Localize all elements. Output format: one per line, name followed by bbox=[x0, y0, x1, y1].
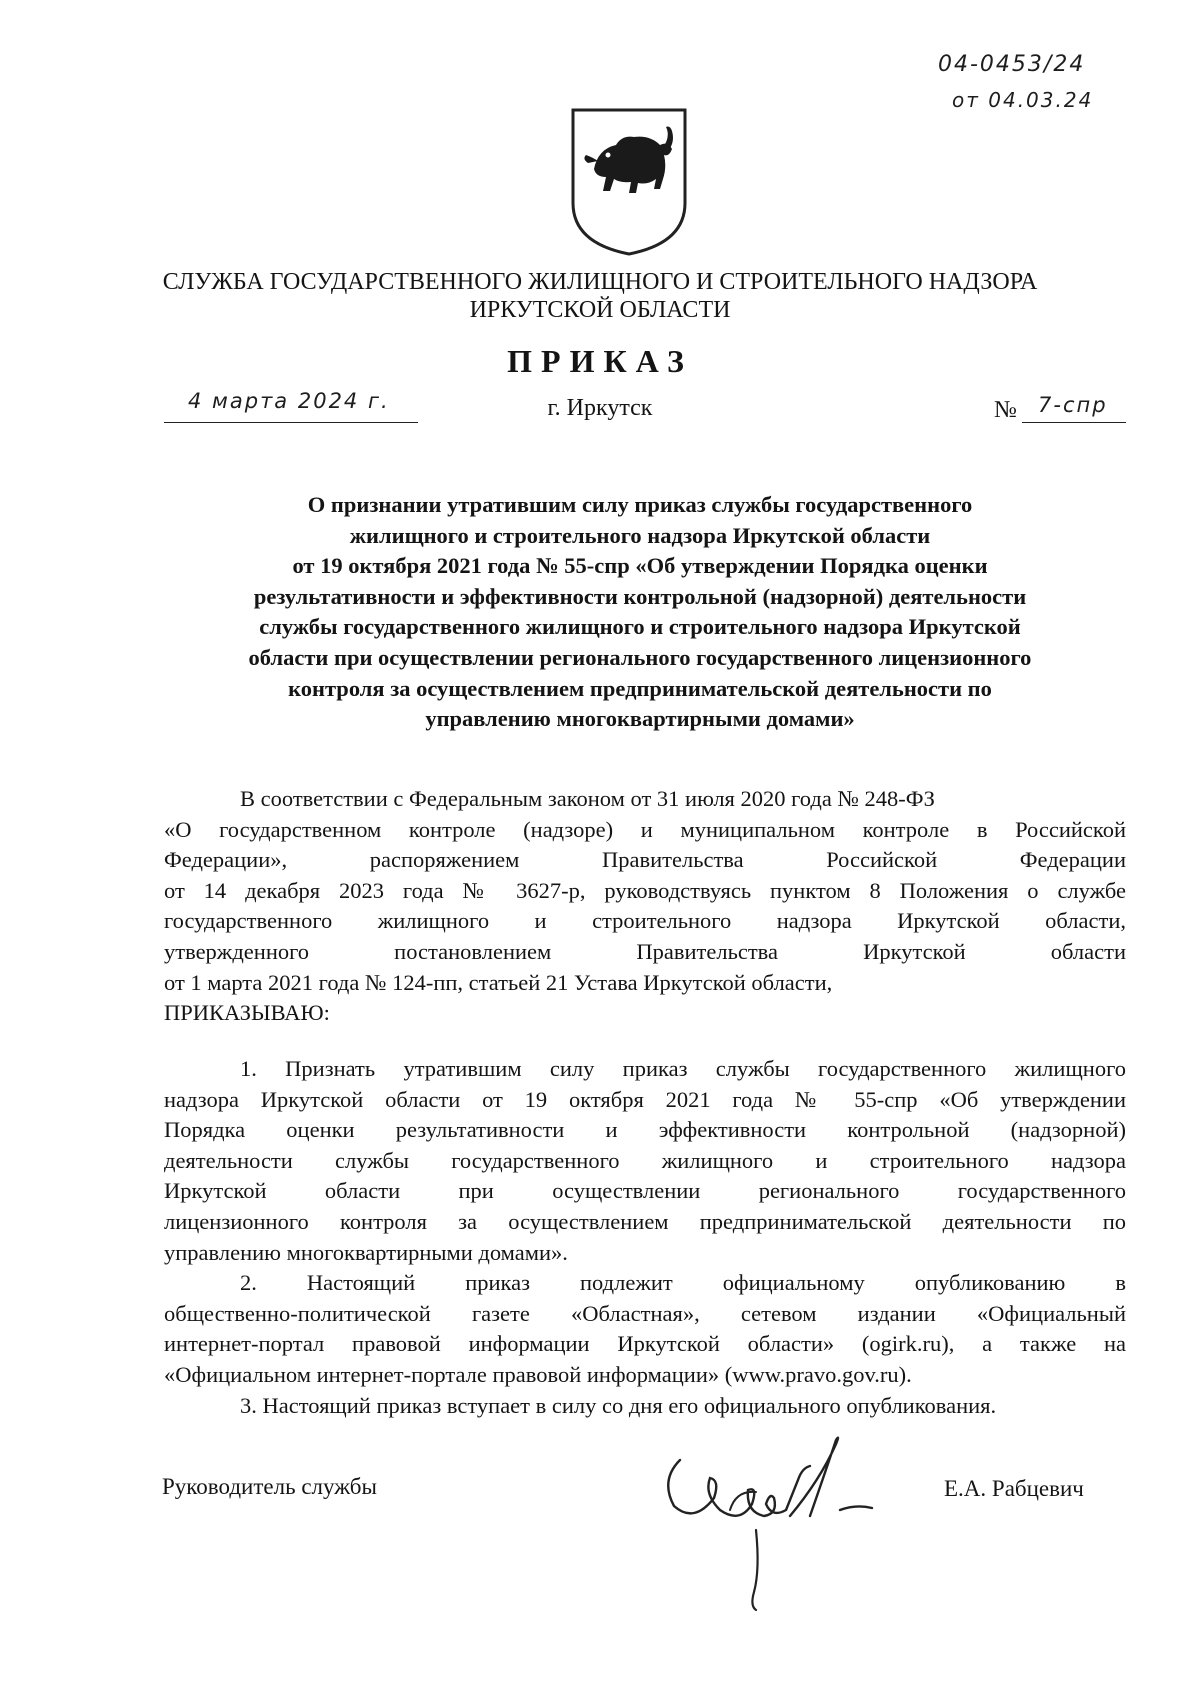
document-type: ПРИКАЗ bbox=[507, 343, 693, 379]
city: г. Иркутск bbox=[547, 395, 653, 421]
order-item-1 bbox=[164, 1054, 1126, 1268]
document-number: 7-спр bbox=[1038, 393, 1108, 417]
item1-line: управлению многоквартирными домами». bbox=[164, 1239, 568, 1265]
registration-number: 04-0453/24 bbox=[938, 52, 1086, 77]
item1-line: Порядка оценки результативности и эффективности контрольной (надзорной) bbox=[164, 1117, 1126, 1143]
item2-line: общественно-политической газете «Областная», сетевом издании «Официальный bbox=[164, 1300, 1126, 1326]
basis-line: В соответствии с Федеральным законом от 31 июля 2020 года № 248-ФЗ bbox=[240, 786, 935, 811]
title-line: О признании утратившим силу приказ службы государственного bbox=[307, 492, 973, 517]
organization-name-line-1: СЛУЖБА ГОСУДАРСТВЕННОГО ЖИЛИЩНОГО И СТРОИТЕЛЬНОГО НАДЗОРА bbox=[162, 269, 1038, 295]
item1-line: Иркутской области при осуществлении регионального государственного bbox=[164, 1178, 1126, 1204]
document-date: 4 марта 2024 г. bbox=[188, 389, 390, 413]
item2-line: «Официальном интернет-портале правовой информации» (www.pravo.gov.ru). bbox=[164, 1361, 912, 1387]
number-field bbox=[1022, 393, 1126, 423]
basis-line: «О государственном контроле (надзоре) и муниципальном контроле в Российской bbox=[164, 816, 1126, 842]
item1-line: деятельности службы государственного жилищного и строительного надзора bbox=[164, 1147, 1126, 1173]
basis-line: Федерации», распоряжением Правительства Российской Федерации bbox=[164, 847, 1126, 873]
order-item-3 bbox=[164, 1391, 1126, 1422]
title-line: области при осуществлении регионального государственного лицензионного bbox=[248, 644, 1032, 670]
title-line: службы государственного жилищного и строительного надзора Иркутской bbox=[259, 614, 1021, 640]
registration-date: от 04.03.24 bbox=[952, 88, 1094, 112]
basis-line: утвержденного постановлением Правительства Иркутской области bbox=[164, 938, 1126, 964]
title-line: результативности и эффективности контрольной (надзорной) деятельности bbox=[253, 583, 1027, 609]
order-word: ПРИКАЗЫВАЮ: bbox=[164, 1000, 330, 1026]
basis-line: государственного жилищного и строительного надзора Иркутской области, bbox=[164, 908, 1126, 934]
item2-line: интернет-портал правовой информации Иркутской области» (ogirk.ru), а также на bbox=[164, 1331, 1126, 1357]
number-sign: № bbox=[994, 397, 1017, 423]
signer-name: Е.А. Рабцевич bbox=[944, 1476, 1084, 1501]
signer-position: Руководитель службы bbox=[162, 1474, 377, 1499]
basis-paragraph bbox=[164, 784, 1126, 1029]
item1-line: 1. Признать утратившим силу приказ службы государственного жилищного bbox=[240, 1056, 1126, 1081]
coat-of-arms-icon bbox=[568, 105, 690, 258]
item3-line: 3. Настоящий приказ вступает в силу со дня его официального опубликования. bbox=[240, 1393, 997, 1418]
title-line: управлению многоквартирными домами» bbox=[425, 706, 855, 732]
handwritten-signature-icon bbox=[660, 1420, 920, 1620]
title-line: жилищного и строительного надзора Иркутской области bbox=[349, 522, 931, 548]
basis-line: от 14 декабря 2023 года № 3627-р, руководствуясь пунктом 8 Положения о службе bbox=[164, 877, 1126, 903]
document-title bbox=[170, 490, 1110, 735]
basis-line: от 1 марта 2021 года № 124-пп, статьей 21 Устава Иркутской области, bbox=[164, 969, 833, 995]
organization-name-line-2: ИРКУТСКОЙ ОБЛАСТИ bbox=[469, 297, 731, 323]
item2-line: 2. Настоящий приказ подлежит официальному опубликованию в bbox=[240, 1270, 1126, 1295]
item1-line: лицензионного контроля за осуществлением предпринимательской деятельности по bbox=[164, 1208, 1126, 1234]
title-line: от 19 октября 2021 года № 55-спр «Об утверждении Порядка оценки bbox=[292, 553, 988, 579]
item1-line: надзора Иркутской области от 19 октября 2021 года № 55-спр «Об утверждении bbox=[164, 1086, 1126, 1112]
title-line: контроля за осуществлением предпринимательской деятельности по bbox=[288, 675, 992, 701]
order-item-2 bbox=[164, 1268, 1126, 1390]
